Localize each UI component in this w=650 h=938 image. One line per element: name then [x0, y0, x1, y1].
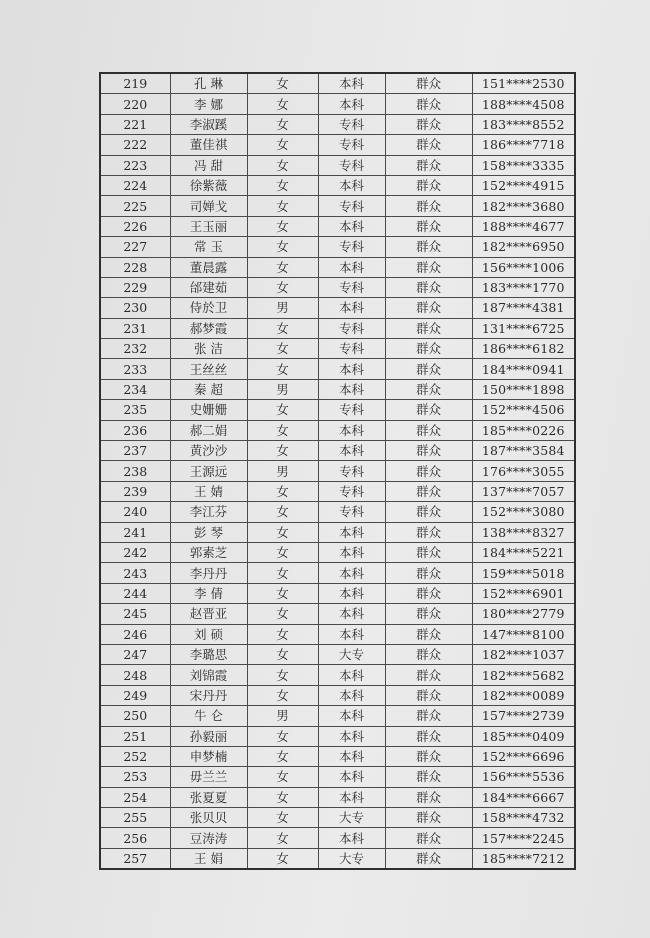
education-cell: 本科 — [318, 441, 385, 461]
phone-cell: 137****7057 — [472, 481, 575, 501]
gender-cell: 男 — [247, 379, 318, 399]
row-number-cell: 242 — [100, 542, 170, 562]
name-cell: 徐紫薇 — [170, 175, 247, 195]
table-row — [100, 441, 575, 461]
table-row — [100, 379, 575, 399]
education-cell: 本科 — [318, 73, 385, 94]
phone-cell: 187****3584 — [472, 441, 575, 461]
phone-cell: 152****6901 — [472, 583, 575, 603]
phone-cell: 156****1006 — [472, 257, 575, 277]
political-status-cell: 群众 — [385, 542, 472, 562]
phone-cell: 188****4508 — [472, 94, 575, 114]
name-cell: 司婵戈 — [170, 196, 247, 216]
table-row — [100, 114, 575, 134]
name-cell: 李 倩 — [170, 583, 247, 603]
gender-cell: 男 — [247, 298, 318, 318]
row-number-cell: 249 — [100, 685, 170, 705]
phone-cell: 185****7212 — [472, 848, 575, 869]
row-number-cell: 257 — [100, 848, 170, 869]
row-number-cell: 230 — [100, 298, 170, 318]
table-row — [100, 767, 575, 787]
education-cell: 专科 — [318, 155, 385, 175]
gender-cell: 女 — [247, 277, 318, 297]
name-cell: 董佳祺 — [170, 135, 247, 155]
name-cell: 董晨露 — [170, 257, 247, 277]
row-number-cell: 248 — [100, 665, 170, 685]
phone-cell: 182****1037 — [472, 644, 575, 664]
education-cell: 专科 — [318, 481, 385, 501]
political-status-cell: 群众 — [385, 135, 472, 155]
row-number-cell: 251 — [100, 726, 170, 746]
name-cell: 常 玉 — [170, 237, 247, 257]
political-status-cell: 群众 — [385, 339, 472, 359]
name-cell: 李江芬 — [170, 502, 247, 522]
row-number-cell: 243 — [100, 563, 170, 583]
political-status-cell: 群众 — [385, 196, 472, 216]
name-cell: 李淑蹊 — [170, 114, 247, 134]
table-row — [100, 237, 575, 257]
row-number-cell: 250 — [100, 706, 170, 726]
table-row — [100, 135, 575, 155]
table-row — [100, 787, 575, 807]
phone-cell: 185****0226 — [472, 420, 575, 440]
gender-cell: 男 — [247, 461, 318, 481]
political-status-cell: 群众 — [385, 583, 472, 603]
education-cell: 本科 — [318, 604, 385, 624]
phone-cell: 152****4915 — [472, 175, 575, 195]
name-cell: 王 娟 — [170, 848, 247, 869]
name-cell: 牛 仑 — [170, 706, 247, 726]
phone-cell: 188****4677 — [472, 216, 575, 236]
phone-cell: 182****5682 — [472, 665, 575, 685]
row-number-cell: 227 — [100, 237, 170, 257]
gender-cell: 女 — [247, 318, 318, 338]
row-number-cell: 245 — [100, 604, 170, 624]
political-status-cell: 群众 — [385, 73, 472, 94]
table-row — [100, 155, 575, 175]
name-cell: 张夏夏 — [170, 787, 247, 807]
education-cell: 本科 — [318, 685, 385, 705]
phone-cell: 186****6182 — [472, 339, 575, 359]
table-row — [100, 420, 575, 440]
political-status-cell: 群众 — [385, 379, 472, 399]
table-row — [100, 359, 575, 379]
gender-cell: 女 — [247, 216, 318, 236]
political-status-cell: 群众 — [385, 726, 472, 746]
phone-cell: 180****2779 — [472, 604, 575, 624]
name-cell: 秦 超 — [170, 379, 247, 399]
phone-cell: 150****1898 — [472, 379, 575, 399]
gender-cell: 女 — [247, 726, 318, 746]
political-status-cell: 群众 — [385, 400, 472, 420]
phone-cell: 185****0409 — [472, 726, 575, 746]
gender-cell: 女 — [247, 808, 318, 828]
education-cell: 专科 — [318, 277, 385, 297]
name-cell: 刘锦霞 — [170, 665, 247, 685]
table-row — [100, 73, 575, 94]
phone-cell: 152****6696 — [472, 746, 575, 766]
table-row — [100, 808, 575, 828]
phone-cell: 176****3055 — [472, 461, 575, 481]
gender-cell: 女 — [247, 196, 318, 216]
row-number-cell: 246 — [100, 624, 170, 644]
political-status-cell: 群众 — [385, 298, 472, 318]
gender-cell: 女 — [247, 624, 318, 644]
gender-cell: 女 — [247, 767, 318, 787]
education-cell: 本科 — [318, 359, 385, 379]
row-number-cell: 224 — [100, 175, 170, 195]
political-status-cell: 群众 — [385, 441, 472, 461]
education-cell: 本科 — [318, 583, 385, 603]
education-cell: 专科 — [318, 461, 385, 481]
phone-cell: 157****2245 — [472, 828, 575, 848]
gender-cell: 女 — [247, 237, 318, 257]
phone-cell: 159****5018 — [472, 563, 575, 583]
table-row — [100, 542, 575, 562]
education-cell: 本科 — [318, 420, 385, 440]
political-status-cell: 群众 — [385, 522, 472, 542]
education-cell: 本科 — [318, 665, 385, 685]
education-cell: 大专 — [318, 848, 385, 869]
table-row — [100, 828, 575, 848]
name-cell: 李 娜 — [170, 94, 247, 114]
name-cell: 豆涛涛 — [170, 828, 247, 848]
table-row — [100, 277, 575, 297]
table-row — [100, 94, 575, 114]
phone-cell: 157****2739 — [472, 706, 575, 726]
phone-cell: 187****4381 — [472, 298, 575, 318]
table-row — [100, 706, 575, 726]
row-number-cell: 241 — [100, 522, 170, 542]
political-status-cell: 群众 — [385, 665, 472, 685]
name-cell: 张 洁 — [170, 339, 247, 359]
political-status-cell: 群众 — [385, 767, 472, 787]
education-cell: 大专 — [318, 808, 385, 828]
name-cell: 郝梦霞 — [170, 318, 247, 338]
political-status-cell: 群众 — [385, 502, 472, 522]
gender-cell: 女 — [247, 583, 318, 603]
phone-cell: 183****1770 — [472, 277, 575, 297]
political-status-cell: 群众 — [385, 461, 472, 481]
education-cell: 专科 — [318, 135, 385, 155]
phone-cell: 152****3080 — [472, 502, 575, 522]
phone-cell: 131****6725 — [472, 318, 575, 338]
table-row — [100, 216, 575, 236]
education-cell: 本科 — [318, 379, 385, 399]
phone-cell: 138****8327 — [472, 522, 575, 542]
political-status-cell: 群众 — [385, 746, 472, 766]
table-row — [100, 726, 575, 746]
table-row — [100, 257, 575, 277]
political-status-cell: 群众 — [385, 808, 472, 828]
education-cell: 本科 — [318, 216, 385, 236]
education-cell: 本科 — [318, 706, 385, 726]
table-row — [100, 461, 575, 481]
education-cell: 本科 — [318, 94, 385, 114]
education-cell: 本科 — [318, 522, 385, 542]
row-number-cell: 240 — [100, 502, 170, 522]
gender-cell: 女 — [247, 787, 318, 807]
phone-cell: 184****6667 — [472, 787, 575, 807]
row-number-cell: 233 — [100, 359, 170, 379]
table-row — [100, 522, 575, 542]
phone-cell: 152****4506 — [472, 400, 575, 420]
education-cell: 本科 — [318, 746, 385, 766]
name-cell: 张贝贝 — [170, 808, 247, 828]
education-cell: 专科 — [318, 502, 385, 522]
table-row — [100, 298, 575, 318]
row-number-cell: 254 — [100, 787, 170, 807]
table-row — [100, 624, 575, 644]
gender-cell: 女 — [247, 542, 318, 562]
education-cell: 本科 — [318, 624, 385, 644]
education-cell: 本科 — [318, 298, 385, 318]
row-number-cell: 223 — [100, 155, 170, 175]
political-status-cell: 群众 — [385, 685, 472, 705]
row-number-cell: 222 — [100, 135, 170, 155]
political-status-cell: 群众 — [385, 481, 472, 501]
gender-cell: 女 — [247, 665, 318, 685]
gender-cell: 女 — [247, 400, 318, 420]
name-cell: 申梦楠 — [170, 746, 247, 766]
row-number-cell: 247 — [100, 644, 170, 664]
name-cell: 孔 琳 — [170, 73, 247, 94]
row-number-cell: 244 — [100, 583, 170, 603]
row-number-cell: 220 — [100, 94, 170, 114]
row-number-cell: 226 — [100, 216, 170, 236]
name-cell: 王丝丝 — [170, 359, 247, 379]
political-status-cell: 群众 — [385, 787, 472, 807]
political-status-cell: 群众 — [385, 644, 472, 664]
gender-cell: 女 — [247, 828, 318, 848]
name-cell: 黄沙沙 — [170, 441, 247, 461]
table-row — [100, 644, 575, 664]
political-status-cell: 群众 — [385, 359, 472, 379]
phone-cell: 158****3335 — [472, 155, 575, 175]
political-status-cell: 群众 — [385, 706, 472, 726]
row-number-cell: 252 — [100, 746, 170, 766]
gender-cell: 女 — [247, 746, 318, 766]
row-number-cell: 256 — [100, 828, 170, 848]
phone-cell: 182****6950 — [472, 237, 575, 257]
education-cell: 本科 — [318, 257, 385, 277]
table-row — [100, 583, 575, 603]
political-status-cell: 群众 — [385, 604, 472, 624]
gender-cell: 女 — [247, 563, 318, 583]
political-status-cell: 群众 — [385, 420, 472, 440]
phone-cell: 156****5536 — [472, 767, 575, 787]
political-status-cell: 群众 — [385, 277, 472, 297]
political-status-cell: 群众 — [385, 257, 472, 277]
political-status-cell: 群众 — [385, 848, 472, 869]
phone-cell: 147****8100 — [472, 624, 575, 644]
name-cell: 宋丹丹 — [170, 685, 247, 705]
name-cell: 王玉丽 — [170, 216, 247, 236]
political-status-cell: 群众 — [385, 114, 472, 134]
table-row — [100, 665, 575, 685]
name-cell: 王 婧 — [170, 481, 247, 501]
row-number-cell: 238 — [100, 461, 170, 481]
political-status-cell: 群众 — [385, 94, 472, 114]
table-row — [100, 685, 575, 705]
row-number-cell: 236 — [100, 420, 170, 440]
table-row — [100, 604, 575, 624]
name-cell: 邰建茹 — [170, 277, 247, 297]
name-cell: 史姗姗 — [170, 400, 247, 420]
table-row — [100, 502, 575, 522]
gender-cell: 男 — [247, 706, 318, 726]
phone-cell: 184****5221 — [472, 542, 575, 562]
political-status-cell: 群众 — [385, 318, 472, 338]
phone-cell: 158****4732 — [472, 808, 575, 828]
political-status-cell: 群众 — [385, 624, 472, 644]
gender-cell: 女 — [247, 644, 318, 664]
name-cell: 李璐思 — [170, 644, 247, 664]
education-cell: 大专 — [318, 644, 385, 664]
education-cell: 本科 — [318, 175, 385, 195]
name-cell: 李丹丹 — [170, 563, 247, 583]
name-cell: 王源远 — [170, 461, 247, 481]
political-status-cell: 群众 — [385, 216, 472, 236]
education-cell: 专科 — [318, 318, 385, 338]
gender-cell: 女 — [247, 848, 318, 869]
row-number-cell: 234 — [100, 379, 170, 399]
name-cell: 孙毅丽 — [170, 726, 247, 746]
row-number-cell: 221 — [100, 114, 170, 134]
table-row — [100, 339, 575, 359]
row-number-cell: 235 — [100, 400, 170, 420]
table-row — [100, 746, 575, 766]
gender-cell: 女 — [247, 155, 318, 175]
education-cell: 本科 — [318, 726, 385, 746]
row-number-cell: 219 — [100, 73, 170, 94]
political-status-cell: 群众 — [385, 175, 472, 195]
table-row — [100, 400, 575, 420]
row-number-cell: 232 — [100, 339, 170, 359]
name-cell: 冯 甜 — [170, 155, 247, 175]
education-cell: 专科 — [318, 237, 385, 257]
education-cell: 本科 — [318, 787, 385, 807]
education-cell: 本科 — [318, 563, 385, 583]
row-number-cell: 239 — [100, 481, 170, 501]
phone-cell: 151****2530 — [472, 73, 575, 94]
name-cell: 赵晋亚 — [170, 604, 247, 624]
name-cell: 刘 硕 — [170, 624, 247, 644]
political-status-cell: 群众 — [385, 563, 472, 583]
row-number-cell: 229 — [100, 277, 170, 297]
gender-cell: 女 — [247, 502, 318, 522]
gender-cell: 女 — [247, 257, 318, 277]
roster-table — [99, 72, 576, 870]
gender-cell: 女 — [247, 481, 318, 501]
row-number-cell: 225 — [100, 196, 170, 216]
education-cell: 本科 — [318, 542, 385, 562]
education-cell: 本科 — [318, 767, 385, 787]
name-cell: 彭 琴 — [170, 522, 247, 542]
table-row — [100, 196, 575, 216]
name-cell: 侍於卫 — [170, 298, 247, 318]
political-status-cell: 群众 — [385, 155, 472, 175]
table-row — [100, 318, 575, 338]
gender-cell: 女 — [247, 604, 318, 624]
row-number-cell: 255 — [100, 808, 170, 828]
gender-cell: 女 — [247, 114, 318, 134]
gender-cell: 女 — [247, 339, 318, 359]
phone-cell: 182****3680 — [472, 196, 575, 216]
political-status-cell: 群众 — [385, 237, 472, 257]
education-cell: 专科 — [318, 400, 385, 420]
row-number-cell: 237 — [100, 441, 170, 461]
education-cell: 专科 — [318, 114, 385, 134]
table-row — [100, 481, 575, 501]
row-number-cell: 228 — [100, 257, 170, 277]
roster-body — [100, 73, 575, 869]
name-cell: 郭素芝 — [170, 542, 247, 562]
gender-cell: 女 — [247, 94, 318, 114]
education-cell: 本科 — [318, 828, 385, 848]
name-cell: 郝二娟 — [170, 420, 247, 440]
gender-cell: 女 — [247, 441, 318, 461]
table-row — [100, 848, 575, 869]
row-number-cell: 253 — [100, 767, 170, 787]
gender-cell: 女 — [247, 359, 318, 379]
gender-cell: 女 — [247, 175, 318, 195]
phone-cell: 183****8552 — [472, 114, 575, 134]
row-number-cell: 231 — [100, 318, 170, 338]
name-cell: 毋兰兰 — [170, 767, 247, 787]
phone-cell: 186****7718 — [472, 135, 575, 155]
gender-cell: 女 — [247, 420, 318, 440]
gender-cell: 女 — [247, 522, 318, 542]
political-status-cell: 群众 — [385, 828, 472, 848]
table-row — [100, 175, 575, 195]
gender-cell: 女 — [247, 73, 318, 94]
table-row — [100, 563, 575, 583]
gender-cell: 女 — [247, 685, 318, 705]
phone-cell: 184****0941 — [472, 359, 575, 379]
gender-cell: 女 — [247, 135, 318, 155]
phone-cell: 182****0089 — [472, 685, 575, 705]
education-cell: 专科 — [318, 339, 385, 359]
education-cell: 专科 — [318, 196, 385, 216]
